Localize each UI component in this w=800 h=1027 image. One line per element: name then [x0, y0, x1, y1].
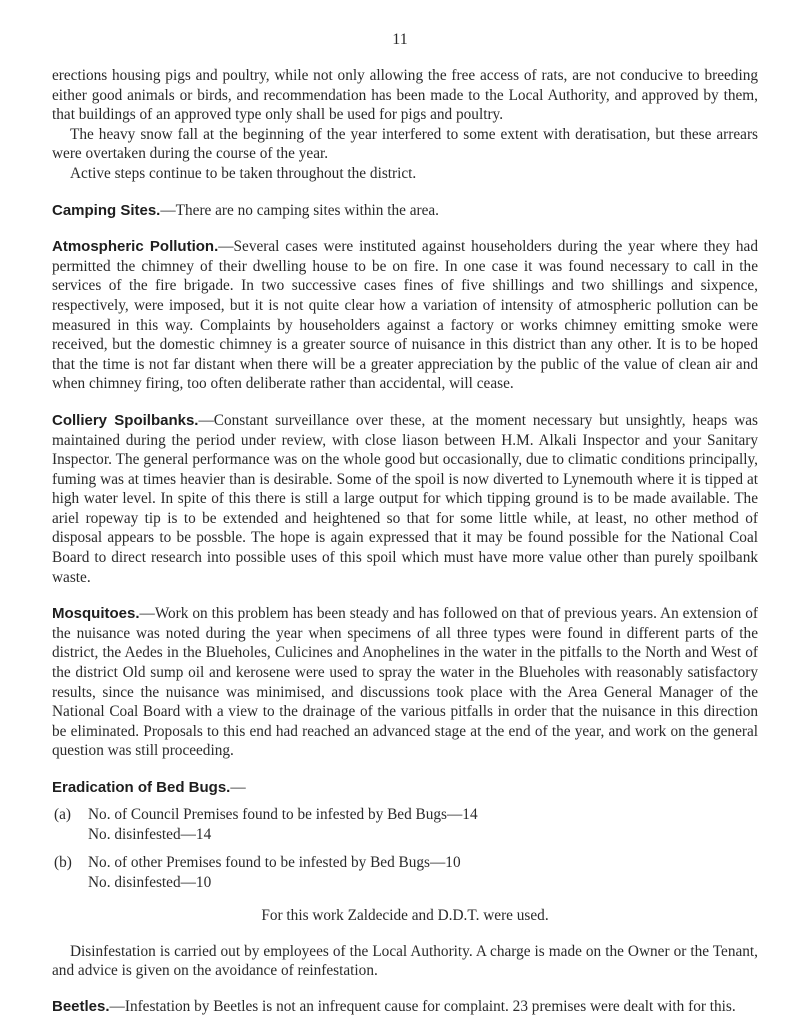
- atmospheric-pollution-section: [52, 237, 758, 394]
- colliery-spoilbanks-text: —Constant surveillance over these, at the moment necessary but unsightly, heaps was maintained during the period under review, with close liason between H.M. Alkali Inspector and your Sanitary Inspector. The general performance was on the whole good but occasionally, due to climatic conditions principally, fuming was at times heavier than is desirable. Some of the spoil is now diverted to Lynemouth where it is tipped at high water level. In spite of this there is still a large output for which tipping ground is to be made available. The ariel ropeway tip is to be extended and heightened so that for some little while, at least, no other method of disposal appears to be possble. The hope is again expressed that it may be found possible for the National Coal Board to direct research into possible uses of this spoil which must have more value other than purely spoilbank waste.: [52, 411, 758, 586]
- camping-sites-text: —There are no camping sites within the area.: [160, 201, 439, 219]
- colliery-spoilbanks-heading: Colliery Spoilbanks.: [52, 411, 199, 429]
- item-label: (b): [54, 853, 72, 871]
- atmospheric-pollution-text: —Several cases were instituted against householders during the year where they had permitted the chimney of their dwelling house to be on fire. In one case it was found necessary to call in the services of the fire brigade. In two successive cases fines of five shillings and two shillings and sixpence, respectively, were imposed, but it is not quite clear how a variation of intensity of atmospheric pollution can be measured in this way. Complaints by householders against a factory or works chimney emitting smoke were received, but the domestic chimney is a greater source of nuisance in this district than any other. It is to be hoped that the time is not far distant when there will be a greater appreciation by the public of the value of clean air and when chimney firing, too often deliberate rather than accidental, will cease.: [52, 238, 758, 393]
- bed-bugs-heading: Eradication of Bed Bugs.: [52, 779, 231, 796]
- item-line: No. of Council Premises found to be infested by Bed Bugs—14: [88, 805, 478, 823]
- item-line: No. of other Premises found to be infested by Bed Bugs—10: [88, 853, 461, 871]
- active-steps-paragraph: Active steps continue to be taken throughout the district.: [70, 164, 417, 182]
- mosquitoes-heading: Mosquitoes.: [52, 605, 140, 623]
- item-label: (a): [54, 805, 71, 823]
- camping-sites-section: [52, 201, 758, 221]
- document-body: [52, 66, 758, 1016]
- disinfestation-paragraph: Disinfestation is carried out by employees of the Local Authority. A charge is made on the Owner or the Tenant, and advice is given on the avoidance of reinfestation.: [52, 942, 758, 980]
- item-line: No. disinfested—10: [88, 874, 212, 892]
- beetles-text: —Infestation by Beetles is not an infrequent cause for complaint. 23 premises were dealt with for this.: [109, 997, 736, 1015]
- item-line: No. disinfested—14: [88, 826, 212, 844]
- bed-bugs-heading-line: [52, 778, 758, 798]
- bed-bugs-item-a: [52, 805, 758, 846]
- bed-bugs-heading-dash: —: [230, 779, 246, 796]
- atmospheric-pollution-heading: Atmospheric Pollution.: [52, 238, 219, 256]
- bed-bugs-chemicals-note: For this work Zaldecide and D.D.T. were used.: [261, 906, 549, 924]
- beetles-section: [52, 997, 758, 1017]
- snow-paragraph: The heavy snow fall at the beginning of the year interfered to some extent with deratisation, but these arrears were overtaken during the course of the year.: [52, 125, 758, 163]
- colliery-spoilbanks-section: [52, 411, 758, 587]
- mosquitoes-section: [52, 604, 758, 761]
- mosquitoes-text: —Work on this problem has been steady and has followed on that of previous years. An extension of the nuisance was noted during the year when specimens of all three types were found in different parts of the district, the Aedes in the Blueholes, Culicines and Anophelines in the water in the pitfalls to the North and West of the district Old sump oil and kerosene were used to spray the water in the Blueholes with reasonably satisfactory results, since the nuisance was minimised, and discussions took place with the Area General Manager of the National Coal Board with a view to the drainage of the various pitfalls in order that the nuisance in this direction be eliminated. Proposals to this end had reached an advanced stage at the end of the year, and work on the general question was still proceeding.: [52, 605, 758, 760]
- beetles-heading: Beetles.: [52, 997, 110, 1015]
- camping-sites-heading: Camping Sites.: [52, 201, 161, 219]
- page-number: 11: [392, 31, 408, 48]
- bed-bugs-item-b: [52, 853, 758, 894]
- rats-paragraph: erections housing pigs and poultry, while not only allowing the free access of rats, are not conducive to breeding either good animals or birds, and recommendation has been made to the Local Authority, and approved by them, that buildings of an approved type only shall be used for pigs and poultry.: [52, 67, 758, 124]
